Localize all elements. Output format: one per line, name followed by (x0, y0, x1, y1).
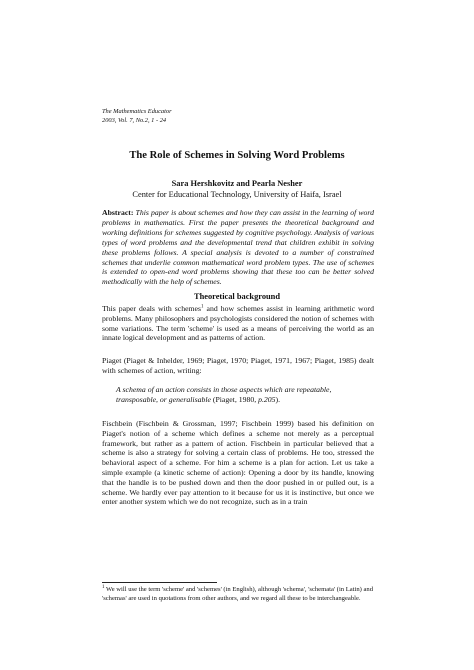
footnote-text: We will use the term 'scheme' and 'schemes' (in English), although 'schema', 'schemata' (in Latin) and 'schemas' are used in quotations from other authors, and we regard all these to be interchangeable. (102, 586, 373, 602)
quote-text: A schema of an action consists in those aspects which are repeatable, transposable, or generalisable (116, 385, 332, 404)
section-heading: Theoretical background (193, 292, 280, 301)
block-quote (116, 385, 366, 405)
journal-info (102, 108, 172, 125)
author-block (0, 179, 474, 200)
paragraph-1-start: This paper deals with schemes (102, 304, 202, 313)
paragraph-1 (102, 304, 374, 343)
quote-citation-page: p.205 (258, 394, 276, 404)
footnote-divider (102, 582, 217, 583)
abstract (102, 208, 374, 287)
footnote-mark: 1 (102, 584, 105, 590)
author-affiliation: Center for Educational Technology, University of Haifa, Israel (132, 189, 342, 199)
quote-citation-pre: (Piaget, 1980, (210, 394, 259, 404)
footnote-reference: 1 (201, 304, 204, 310)
paper-title: The Role of Schemes in Solving Word Problems (129, 150, 345, 161)
journal-volume: 2003, Vol. 7, No.2, 1 - 24 (102, 116, 167, 124)
footnote (102, 586, 374, 604)
paragraph-3: Fischbein (Fischbein & Grossman, 1997; Fischbein 1999) based his definition on Piaget's notion of a scheme which defines a scheme not merely as a perceptual framework, but rather as a pattern of action. Fischbein in particular believed that a scheme is also a strategy for solving a certain class of problems. He too, stressed the behavioral aspect of a scheme. For him a scheme is a plan for action. Let us take a simple example (a kinetic scheme of action): Opening a door by its handle, knowing that the handle is to be pushed down and then the door pushed in or pulled out, is a scheme. We hardly ever pay attention to it because for us it is instinctive, but once we enter another system which we do not recognize, such as in a train (102, 419, 374, 507)
quote-citation-post: ). (275, 394, 281, 404)
paragraph-1-rest: and how schemes assist in learning arithmetic word problems. Many philosophers and psychologists considered the notion of schemes with some variations. The term 'scheme' is used as a means of perceiving the world as an innate logical development and as patterns of action. (102, 304, 374, 343)
author-names: Sara Hershkovitz and Pearla Nesher (171, 179, 303, 188)
paragraph-2: Piaget (Piaget & Inhelder, 1969; Piaget, 1970; Piaget, 1971, 1967; Piaget, 1985) dealt with schemes of action, writing: (102, 356, 374, 375)
abstract-label: Abstract: (102, 208, 134, 217)
journal-name: The Mathematics Educator (102, 108, 172, 115)
abstract-text: This paper is about schemes and how they can assist in the learning of word problems in mathematics. First the paper presents the theoretical background and working definitions for schemes suggested by cognitive psychology. Analysis of various types of word problems and the developmental trend that children exhibit in solving these problems follows. A special analysis is devoted to a number of constrained schemes that underlie common mathematical word problem types. The use of schemes is extended to open-end word problems showing that these too can be better solved methodically with the help of schemes. (102, 208, 375, 287)
